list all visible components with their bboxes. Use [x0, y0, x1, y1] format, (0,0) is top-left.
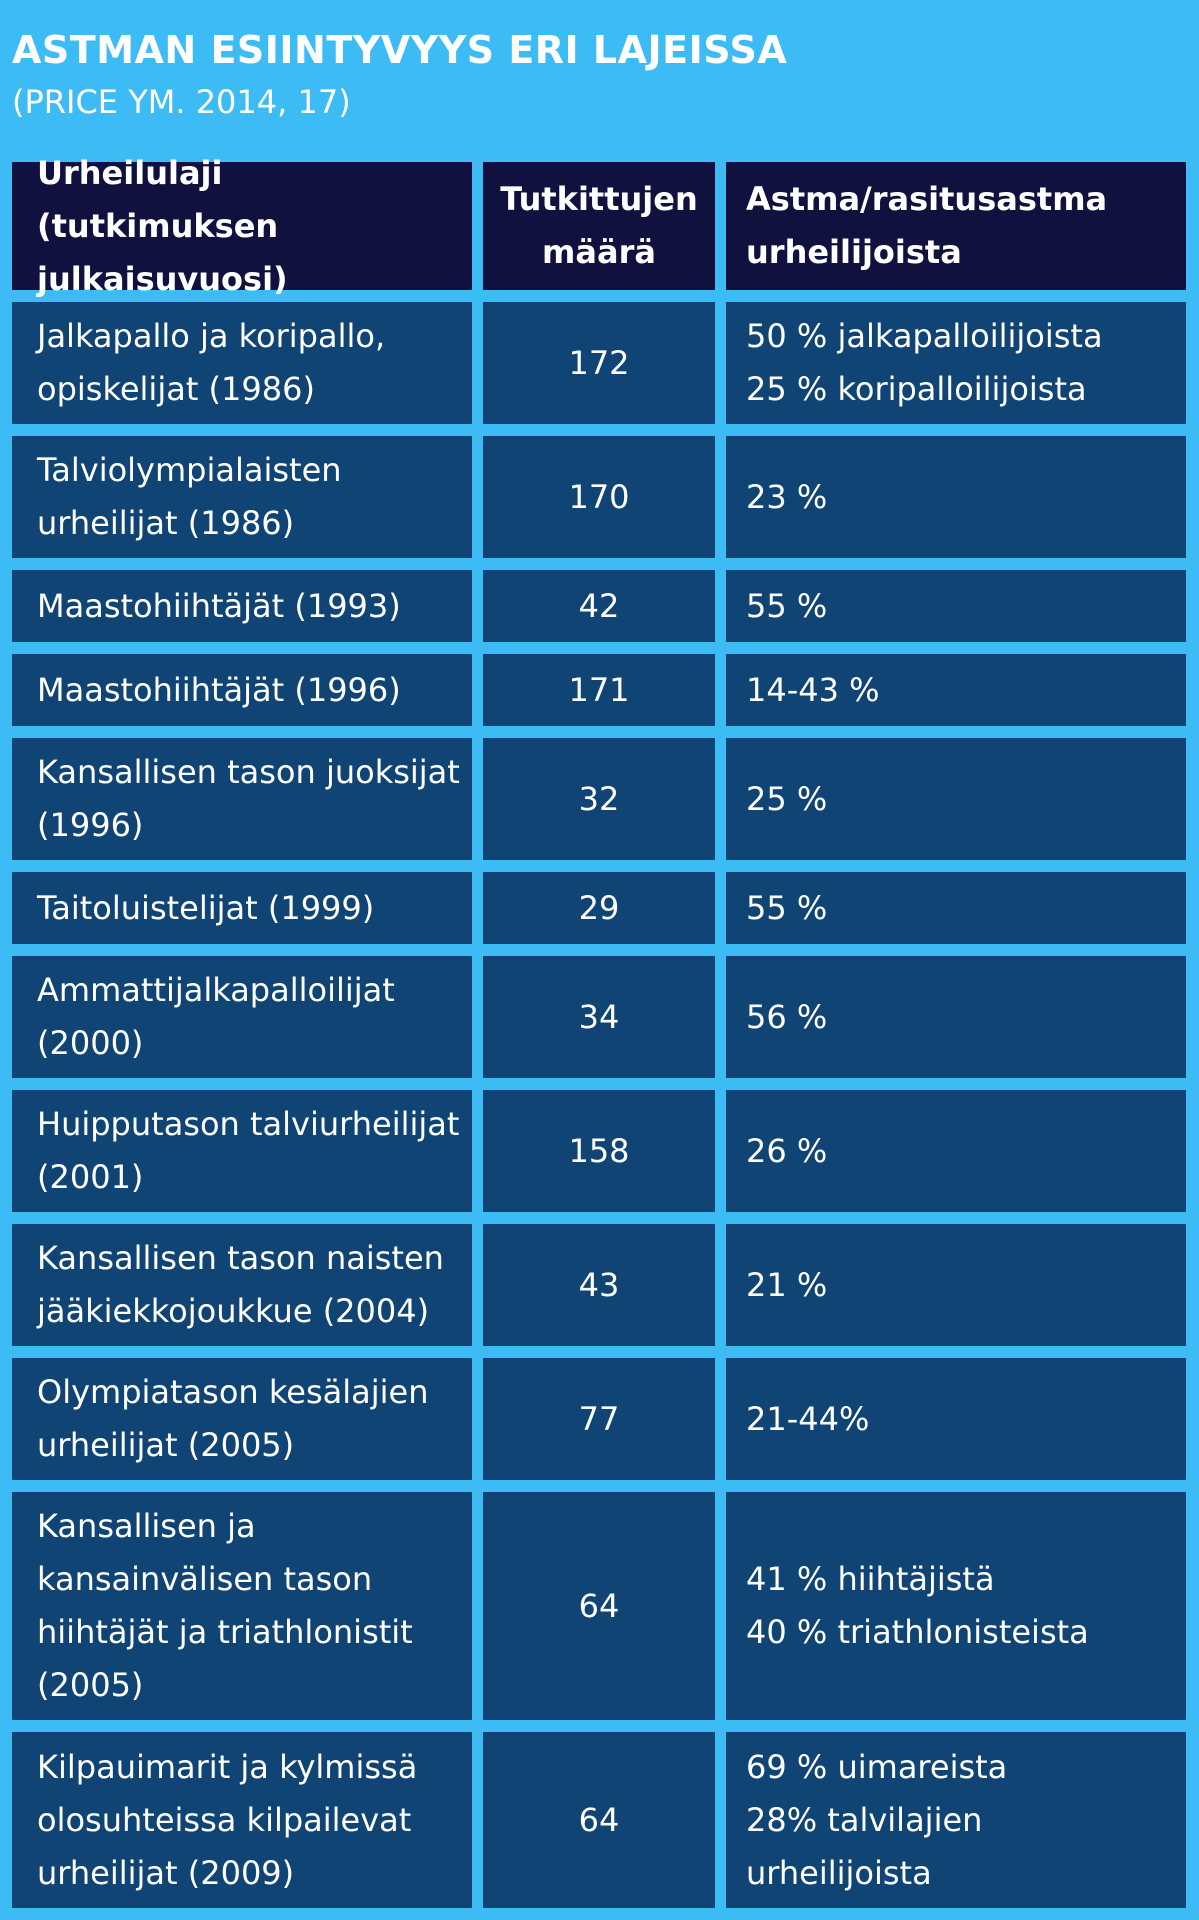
sport-cell: Maastohiihtäjät (1993) — [12, 570, 472, 642]
count-cell: 34 — [483, 956, 715, 1078]
table-row — [12, 654, 1186, 726]
table-row — [12, 956, 1186, 1078]
table-row — [12, 1090, 1186, 1212]
table-row — [12, 738, 1186, 860]
table-row — [12, 1224, 1186, 1346]
count-cell: 172 — [483, 302, 715, 424]
asthma-cell: 41 % hiihtäjistä 40 % triathlonisteista — [726, 1492, 1186, 1720]
column-header-count: Tutkittujen määrä — [483, 162, 715, 290]
count-cell: 171 — [483, 654, 715, 726]
table-row — [12, 570, 1186, 642]
sport-cell: Jalkapallo ja koripallo, opiskelijat (1986) — [12, 302, 472, 424]
sport-cell: Kansallisen tason juoksijat (1996) — [12, 738, 472, 860]
count-cell: 170 — [483, 436, 715, 558]
sport-cell: Talviolympialaisten urheilijat (1986) — [12, 436, 472, 558]
sport-cell: Huipputason talviurheilijat (2001) — [12, 1090, 472, 1212]
table-row — [12, 302, 1186, 424]
sport-cell: Olympiatason kesälajien urheilijat (2005) — [12, 1358, 472, 1480]
sport-cell: Kansallisen ja kansainvälisen tason hiihtäjät ja triathlonistit (2005) — [12, 1492, 472, 1720]
page-title: ASTMAN ESIINTYVYYS ERI LAJEISSA — [12, 28, 788, 72]
count-cell: 64 — [483, 1732, 715, 1908]
count-cell: 43 — [483, 1224, 715, 1346]
table-row — [12, 1492, 1186, 1720]
asthma-cell: 26 % — [726, 1090, 1186, 1212]
sport-cell: Taitoluistelijat (1999) — [12, 872, 472, 944]
asthma-cell: 14-43 % — [726, 654, 1186, 726]
asthma-cell: 69 % uimareista 28% talvilajien urheilijoista — [726, 1732, 1186, 1908]
count-cell: 42 — [483, 570, 715, 642]
count-cell: 64 — [483, 1492, 715, 1720]
table-row — [12, 436, 1186, 558]
sport-cell: Kilpauimarit ja kylmissä olosuhteissa kilpailevat urheilijat (2009) — [12, 1732, 472, 1908]
asthma-cell: 25 % — [726, 738, 1186, 860]
count-cell: 158 — [483, 1090, 715, 1212]
sport-cell: Maastohiihtäjät (1996) — [12, 654, 472, 726]
table-row — [12, 1358, 1186, 1480]
asthma-table — [12, 153, 1186, 1920]
sport-cell: Ammattijalkapalloilijat (2000) — [12, 956, 472, 1078]
asthma-cell: 50 % jalkapalloilijoista 25 % koripalloilijoista — [726, 302, 1186, 424]
asthma-cell: 56 % — [726, 956, 1186, 1078]
column-header-sport: Urheilulaji (tutkimuksen julkaisuvuosi) — [12, 162, 472, 290]
sport-cell: Kansallisen tason naisten jääkiekkojoukkue (2004) — [12, 1224, 472, 1346]
header — [12, 22, 1182, 126]
asthma-cell: 55 % — [726, 570, 1186, 642]
table-header-row — [12, 153, 1186, 298]
page-subtitle: (PRICE YM. 2014, 17) — [12, 83, 351, 121]
count-cell: 29 — [483, 872, 715, 944]
asthma-cell: 23 % — [726, 436, 1186, 558]
table-row — [12, 872, 1186, 944]
asthma-cell: 55 % — [726, 872, 1186, 944]
count-cell: 77 — [483, 1358, 715, 1480]
table-row — [12, 1732, 1186, 1908]
column-header-asthma: Astma/rasitusastma urheilijoista — [726, 162, 1186, 290]
asthma-cell: 21 % — [726, 1224, 1186, 1346]
asthma-cell: 21-44% — [726, 1358, 1186, 1480]
count-cell: 32 — [483, 738, 715, 860]
